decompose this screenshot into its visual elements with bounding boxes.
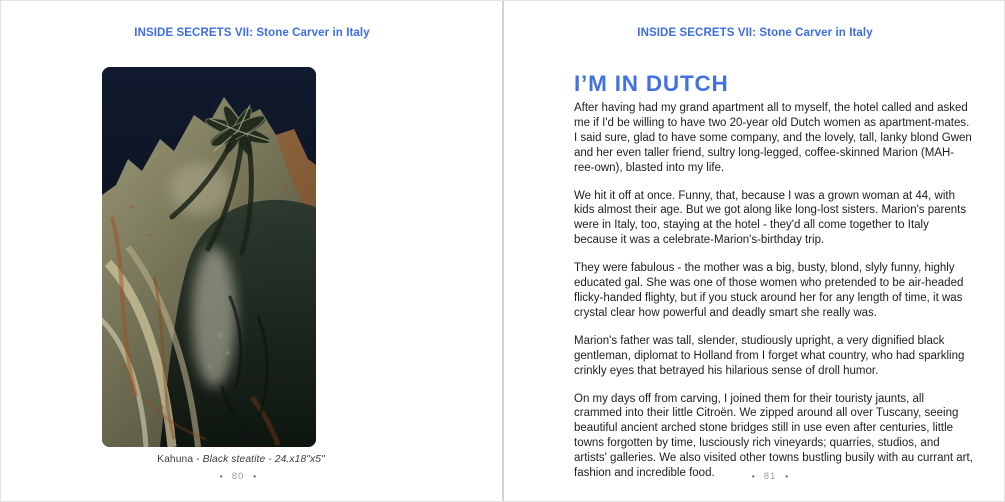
- body-paragraph: They were fabulous - the mother was a big, busty, blond, slyly funny, highly educated gal. She was one of those women who pretended to be air-headed flicky-handed flighty, but if you stuck around her for any length of time, it was crystal clear how powerful and deadly smart she really was.: [574, 262, 964, 319]
- body-paragraph: On my days off from carving, I joined them for their touristy jaunts, all crammed into their little Citroën. We zipped around all over Tuscany, seeing beautiful ancient arched stone bridges still in use even after centuries, little towns forgotten by time, lusciously rich vineyards; quarries, studios, and artists' galleries. We also visited other towns bustling busily with au currant art, fashion and incredible food.: [574, 392, 973, 480]
- bullet-icon: •: [751, 471, 755, 481]
- page-number-value: 80: [231, 471, 245, 482]
- artwork-photo: [102, 67, 316, 447]
- body-paragraph: We hit it off at once. Funny, that, because I was a grown woman at 44, with kids almost their age. But we got along like long-lost sisters. Marion's parents were in Italy, too, staying at the hotel - they'd all come together to Italy because it was a celebrate-Marion's-birthday trip.: [574, 189, 967, 247]
- running-header-left: INSIDE SECRETS VII: Stone Carver in Italy: [134, 27, 370, 39]
- page-number-value: 81: [763, 471, 777, 482]
- chapter-body: [574, 101, 974, 494]
- chapter-title: I’M IN DUTCH: [574, 71, 729, 96]
- bullet-icon: •: [219, 471, 223, 481]
- caption-title: Kahuna -: [157, 454, 203, 465]
- running-header-right: INSIDE SECRETS VII: Stone Carver in Italy: [637, 27, 873, 39]
- stone-carving-illustration: [102, 67, 316, 447]
- bullet-icon: •: [785, 471, 789, 481]
- page-number-left: [1, 471, 475, 482]
- page-gutter-divider: [502, 1, 504, 502]
- artwork-caption: [1, 454, 481, 465]
- page-number-right: [574, 471, 966, 482]
- body-paragraph: After having had my grand apartment all to myself, the hotel called and asked me if I'd be willing to have two 20-year old Dutch women as apartment-mates. I said sure, glad to have some company, and the lovely, tall, lanky blond Gwen and her even taller friend, sultry long-legged, coffee-skinned Marion (MAH-ree-own), blasted into my life.: [574, 102, 972, 174]
- caption-details: Black steatite - 24.x18"x5": [202, 454, 325, 465]
- body-paragraph: Marion's father was tall, slender, studiously upright, a very dignified black gentleman, diplomat to Holland from I forget what country, who had sparkling crinkly eyes that betrayed his hilarious sense of droll humor.: [574, 334, 965, 377]
- bullet-icon: •: [253, 471, 257, 481]
